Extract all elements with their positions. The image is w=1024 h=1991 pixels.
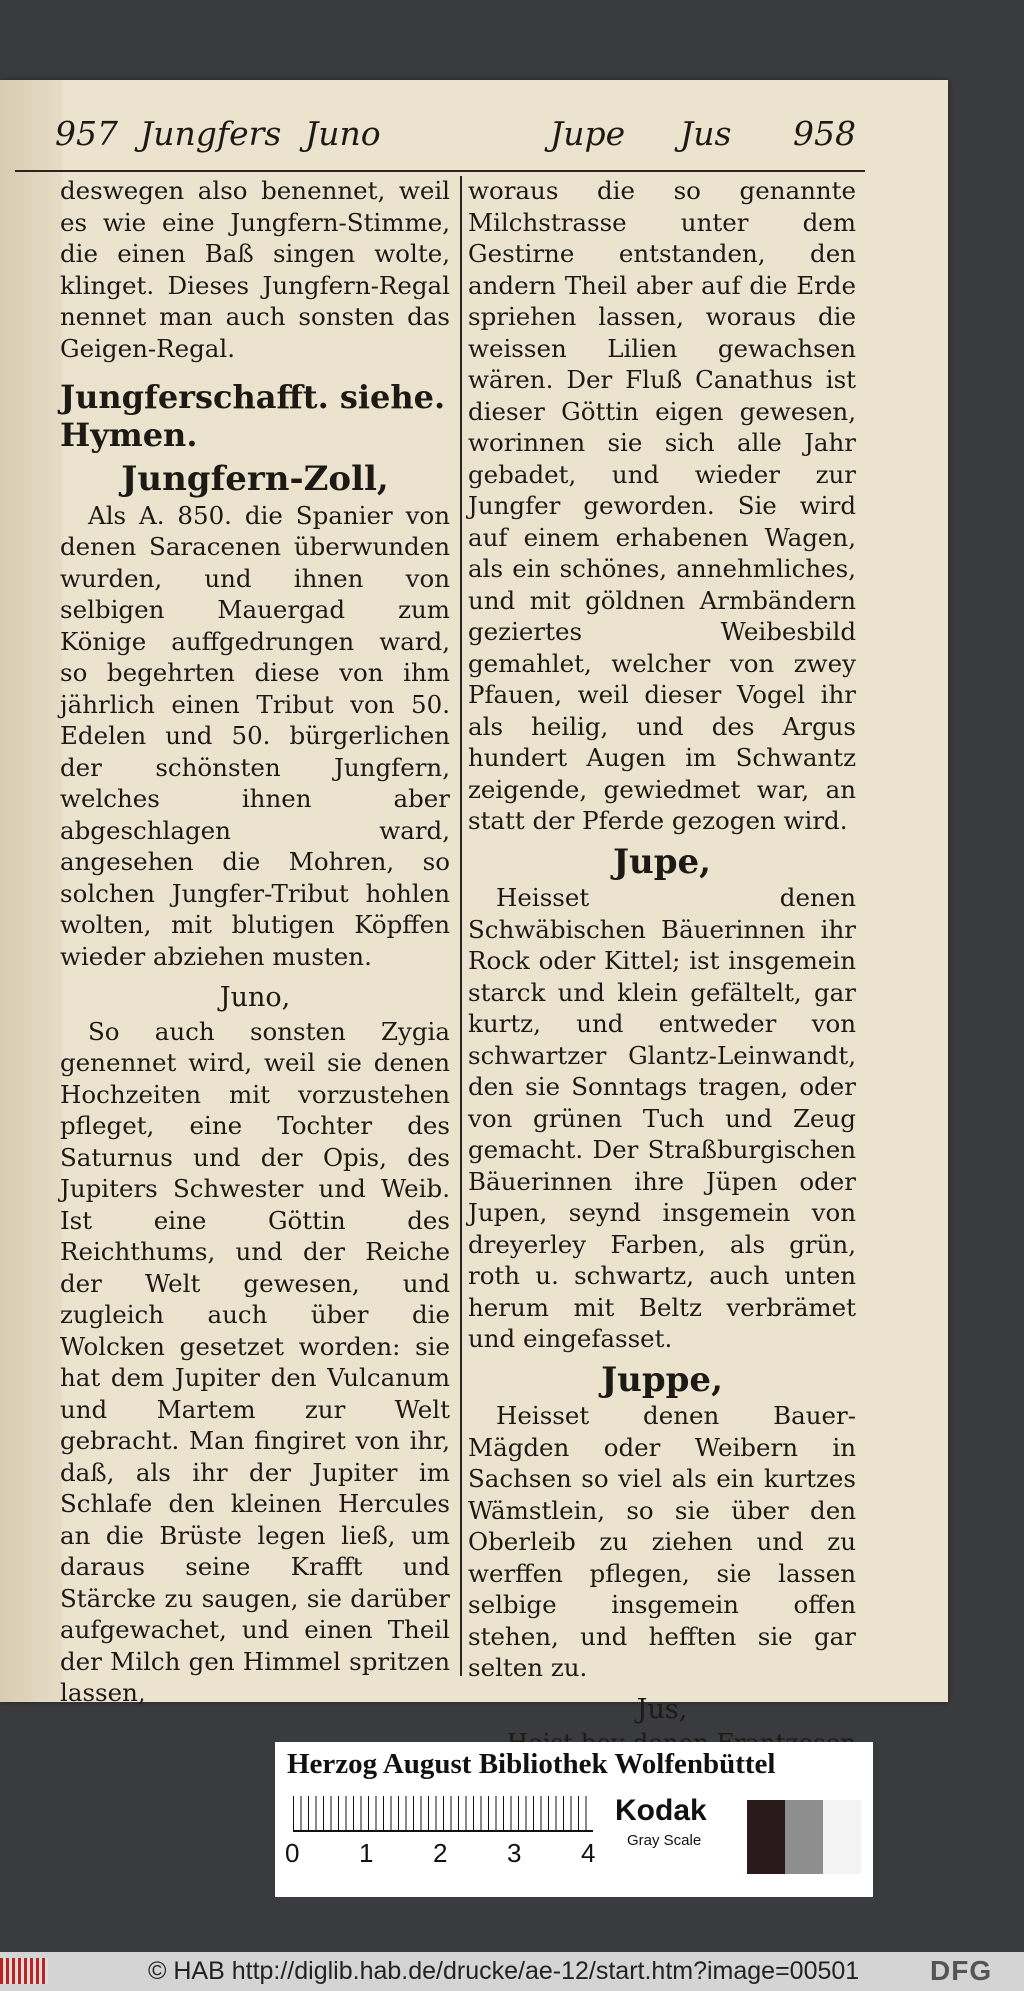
entry-heading-juppe: Juppe,: [601, 1359, 723, 1400]
swatch-light: [823, 1800, 861, 1874]
dfg-logo: DFG: [930, 1955, 993, 1986]
left-page-number: 957: [55, 114, 118, 153]
header-rule: [15, 170, 865, 172]
ruler-number: 4: [581, 1838, 596, 1868]
left-column: [60, 175, 450, 1709]
entry-heading-jupe: Jupe,: [612, 841, 712, 882]
entry-heading-jungfern-zoll: Jungfern-Zoll,: [121, 459, 389, 499]
ruler-number: 1: [359, 1838, 374, 1868]
right-para-1: woraus die so genannte Milchstrasse unter dem Gestirne entstanden, den andern Theil aber auf die Erde spriehen lassen, woraus die weissen Lilien gewachsen wären. Der Fluß Canathus ist dieser Göttin eigen gewesen, worinnen sie sich alle Jahr gebadet, und wieder zur Jungfer geworden. Sie wird auf einem erhabenen Wagen, als ein schönes, annehmliches, und mit göldnen Armbändern geziertes Weibesbild gemahlet, welcher von zwey Pfauen, weil dieser Vogel ihr als heilig, und des Argus hundert Augen im Schwantz zeigende, gewiedmet war, an statt der Pferde gezogen wird.: [468, 176, 856, 835]
swatch-dark: [747, 1800, 785, 1874]
facing-page-edge: [0, 80, 62, 1702]
right-para-2: Heisset denen Schwäbischen Bäuerinnen ihr Rock oder Kittel; ist insgemein starck und klein gefältelt, gar kurtz, und entweder von schwartzer Glantz-Leinwandt, den sie Sonntags tragen, oder von grünen Tuch und Zeug gemacht. Der Straßburgischen Bäuerinnen ihre Jüpen oder Jupen, seynd insgemein von dreyerley Farben, als grün, roth u. schwartz, auch unten herum mit Beltz verbrämet und eingefasset.: [468, 883, 856, 1353]
left-catchword-1: Jungfers: [140, 114, 282, 153]
left-para-2: Als A. 850. die Spanier von denen Saracenen überwunden wurden, und ihnen von selbigen Mauergad zum Könige auffgedrungen ward, so begehrten diese von ihm jährlich einen Tribut von 50. Edelen und 50. bürgerlichen der schönsten Jungfern, welches ihnen aber abgeschlagen ward, angesehen die Mohren, so solchen Jungfer-Tribut hohlen wolten, mit blutigen Köpffen wieder abziehen musten.: [60, 500, 450, 971]
column-rule: [460, 176, 462, 1676]
right-para-3: Heisset denen Bauer-Mägden oder Weibern in Sachsen so viel als ein kurtzes Wämstlein, so sie über den Oberleib zu ziehen und zu werffen pflegen, sie lassen selbige insgemein offen stehen, und hefften sie gar selten zu.: [468, 1401, 856, 1682]
swatch-mid: [785, 1800, 823, 1874]
hab-logo-icon: [0, 1958, 48, 1984]
right-page-number: 958: [793, 114, 856, 153]
entry-heading-jus: Jus,: [636, 1693, 688, 1725]
footer-bar: [0, 1952, 1024, 1991]
right-catchword-2: Jus: [680, 114, 732, 153]
footer-url[interactable]: © HAB http://diglib.hab.de/drucke/ae-12/start.htm?image=00501: [148, 1957, 860, 1985]
ruler-baseline: [293, 1830, 593, 1832]
running-header: [55, 114, 856, 158]
entry-heading-jungferschafft: Jungferschafft. siehe. Hymen.: [60, 378, 446, 454]
gray-scale-label: Gray Scale: [627, 1832, 702, 1849]
left-para-1: deswegen also benennet, weil es wie eine Jungfern-Stimme, die einen Baß singen wolte, klinget. Dieses Jungfern-Regal nennet man auch sonsten das Geigen-Regal.: [60, 176, 450, 363]
ruler-number: 2: [433, 1838, 448, 1868]
left-catchword-2: Juno: [305, 114, 381, 153]
kodak-logo: Kodak: [615, 1794, 707, 1827]
color-scale-card: [275, 1742, 873, 1897]
left-para-3: So auch sonsten Zygia genennet wird, weil sie denen Hochzeiten mit vorzustehen pfleget, eine Tochter des Saturnus und der Opis, des Jupiters Schwester und Weib. Ist eine Göttin des Reichthums, und der Reiche der Welt gewesen, und zugleich auch über die Wolcken gesetzet worden: sie hat dem Jupiter den Vulcanum und Martem zur Welt gebracht. Man fingiret von ihr, daß, als ihr der Jupiter im Schlafe den kleinen Hercules an die Brüste legen ließ, um daraus seine Krafft und Stärcke zu saugen, sie darüber aufgewachet, und einen Theil der Milch gen Himmel spritzen lassen,: [60, 1016, 450, 1707]
ruler-number: 3: [507, 1838, 522, 1868]
right-catchword-1: Jupe: [550, 114, 626, 153]
entry-heading-juno: Juno,: [219, 982, 291, 1013]
ruler-number: 0: [285, 1838, 300, 1868]
institution-name: Herzog August Bibliothek Wolfenbüttel: [287, 1748, 776, 1780]
ruler-ticks: [293, 1796, 593, 1830]
right-column: [468, 175, 856, 1790]
scanned-page: [0, 80, 948, 1725]
